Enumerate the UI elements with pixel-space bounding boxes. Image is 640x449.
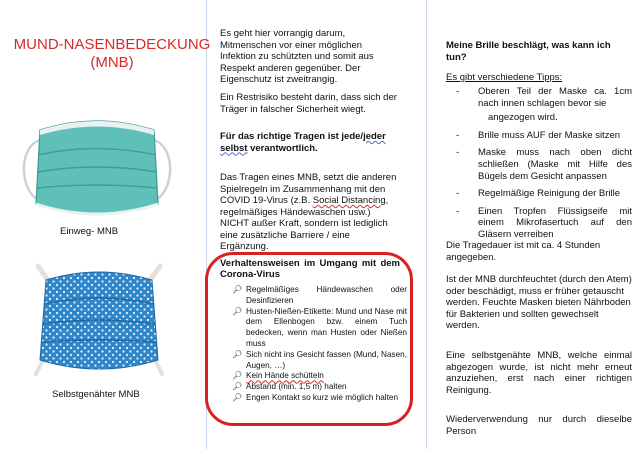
list-item: 🔎︎ Kein Hände schütteln — [232, 371, 324, 381]
magnifier-icon: 🔎︎ — [232, 371, 243, 381]
selfmade-mask-image — [34, 262, 164, 377]
list-item: - Regelmäßige Reinigung der Brille — [456, 188, 621, 200]
intro-paragraph: Es geht hier vorrangig darum, Mitmenschen vor einer möglichen Infektion zu schützten und somit aus Respekt anderen gegenüber. Der Eigenschutz ist zweitrangig. — [220, 28, 374, 85]
list-item: - Oberen Teil der Maske ca. 1cm nach innen schlagen bevor sie — [456, 86, 632, 109]
social-distancing-text: Social Distancing — [312, 195, 386, 206]
rules-text-a: Das Tragen eines MNB, setzt die anderen Spielregeln im Zusammenhang mit den COVID 19-Virus (z.B. — [220, 172, 397, 206]
list-item: 🔎︎ Sich nicht ins Gesicht fassen (Mund, Nasen, Augen, …) — [232, 349, 407, 370]
caption-disposable-mask: Einweg- MNB — [60, 226, 119, 237]
list-item: 🔎︎ Abstand (min. 1,5 m) halten — [232, 382, 347, 392]
tips-intro: Es gibt verschiedene Tipps: — [446, 72, 563, 83]
list-item: - Brille muss AUF der Maske sitzen — [456, 129, 621, 141]
list-item: - Einen Tropfen Flüssigseife mit einem Mikrofasertuch auf den Gläsern verreiben — [456, 205, 632, 240]
risk-paragraph: Ein Restrisiko besteht darin, dass sich der Träger in falscher Sicherheit wiegt. — [220, 92, 397, 115]
damp-mask-paragraph: Ist der MNB durchfeuchtet (durch den Atem) oder beschädigt, muss er früher getauscht werden. Feuchte Masken bieten Nährboden für Bakterien und sollten gewechselt werden. — [446, 274, 632, 331]
list-item: 🔎︎ Husten-Nießen-Etikette: Mund und Nase mit dem Ellenbogen bzw. einem Tuch bedecken, wenn man Husten oder Nießen muss — [232, 306, 407, 348]
magnifier-icon: 🔎︎ — [232, 392, 243, 402]
single-person-paragraph: Wiederverwendung nur durch dieselbe Person — [446, 414, 632, 437]
magnifier-icon: 🔎︎ — [232, 306, 243, 316]
behaviour-box-title: Verhaltensweisen im Umgang mit dem Corona-Virus — [220, 258, 400, 280]
responsibility-text-c: verantwortlich. — [247, 142, 318, 154]
magnifier-icon: 🔎︎ — [232, 382, 243, 392]
tips-list — [456, 86, 632, 241]
rules-text-c: , regelmäßiges Händewaschen usw.) NICHT außer Kraft, sondern ist lediglich eine zusätzliche Barriere / eine Ergänzung. — [220, 195, 389, 252]
glasses-heading: Meine Brille beschlägt, was kann ich tun? — [446, 40, 611, 63]
responsibility-text-underlined: jeder selbst — [220, 131, 386, 154]
title-line-2: (MNB) — [90, 54, 134, 71]
list-item-continued: angezogen wird. — [488, 112, 558, 124]
list-item: - Maske muss nach oben dicht schließen (Maske mit Hilfe des Bügels dem Gesicht anpassen — [456, 147, 632, 182]
reuse-paragraph: Eine selbstgenähte MNB, welche einmal abgezogen wurde, ist nicht mehr erneut anzuziehen, erst nach einer richtigen Reinigung. — [446, 350, 632, 396]
title-line-1: MUND-NASENBEDECKUNG — [13, 36, 211, 53]
duration-paragraph: Die Tragedauer ist mit ca. 4 Stunden angegeben. — [446, 240, 601, 263]
rules-paragraph — [220, 172, 400, 253]
responsibility-paragraph — [220, 131, 400, 154]
behaviour-rules-list — [232, 285, 407, 404]
magnifier-icon: 🔎︎ — [232, 349, 243, 359]
leaflet-title — [12, 36, 212, 72]
column-divider-right — [426, 0, 427, 449]
caption-selfmade-mask: Selbstgenähter MNB — [52, 389, 140, 400]
list-item: 🔎︎ Regelmäßiges Händewaschen oder Desinfizieren — [232, 285, 407, 305]
list-item: 🔎︎ Engen Kontakt so kurz wie möglich halten — [232, 392, 399, 402]
responsibility-text-a: Für das richtige Tragen ist jede/ — [220, 131, 364, 142]
magnifier-icon: 🔎︎ — [232, 285, 243, 294]
disposable-mask-image — [22, 100, 172, 230]
